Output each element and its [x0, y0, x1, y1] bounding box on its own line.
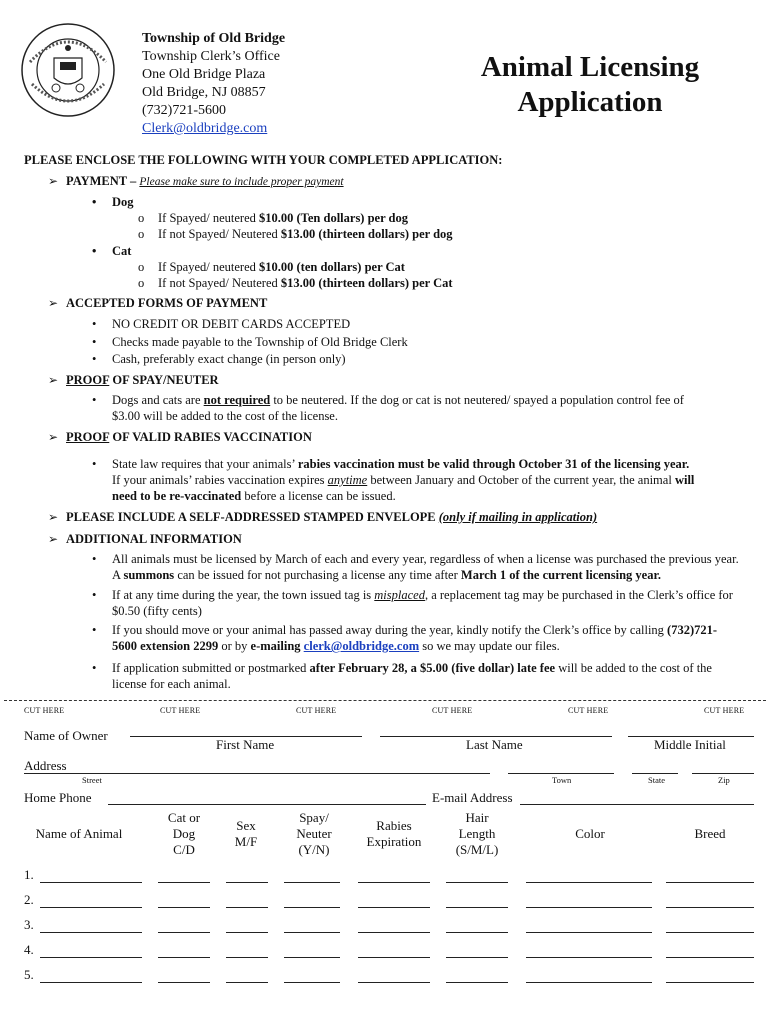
row-field-rabies[interactable]: [358, 982, 430, 983]
row-field-color[interactable]: [526, 882, 652, 883]
cut-here-label: CUT HERE: [704, 706, 745, 715]
first-name-caption: First Name: [216, 737, 275, 752]
owner-name-label: Name of Owner: [24, 728, 108, 743]
home-phone-label: Home Phone: [24, 790, 92, 805]
row-field-breed[interactable]: [666, 982, 754, 983]
application-title: [470, 50, 710, 120]
col-header-sex: Sex M/F: [234, 818, 258, 849]
arrow-bullet-icon: ➢: [48, 296, 59, 310]
town-caption: Town: [552, 775, 572, 785]
office-email-link[interactable]: Clerk@oldbridge.com: [142, 121, 268, 136]
col-header-hair: Hair Length (S/M/L): [455, 810, 499, 857]
additional-item-late-fee: • If application submitted or postmarked after February 28, a $5.00 (five dollar) late fee will be added to the cost of the license for each animal.: [112, 660, 752, 692]
dog-label: • Dog: [112, 194, 134, 210]
email-field[interactable]: [520, 804, 754, 805]
row-field-hair[interactable]: [446, 957, 508, 958]
row-field-hair[interactable]: [446, 907, 508, 908]
row-field-breed[interactable]: [666, 957, 754, 958]
home-phone-field[interactable]: [108, 804, 426, 805]
row-field-type[interactable]: [158, 907, 210, 908]
cut-here-label: CUT HERE: [160, 706, 201, 715]
row-field-breed[interactable]: [666, 907, 754, 908]
zip-caption: Zip: [718, 775, 730, 785]
row-field-rabies[interactable]: [358, 907, 430, 908]
row-field-sex[interactable]: [226, 932, 268, 933]
spay-heading: ➢ PROOF OF SPAY/NEUTER: [48, 373, 219, 387]
last-name-caption: Last Name: [466, 737, 523, 752]
payment-note: Please make sure to include proper payment: [139, 176, 344, 188]
col-header-rabies: Rabies Expiration: [366, 818, 422, 849]
row-field-spay[interactable]: [284, 907, 340, 908]
col-header-type: Cat or Dog C/D: [167, 810, 201, 857]
clerk-email-link[interactable]: clerk@oldbridge.com: [303, 639, 420, 653]
envelope-heading: ➢ PLEASE INCLUDE A SELF-ADDRESSED STAMPED ENVELOPE (only if mailing in application): [48, 510, 598, 524]
row-field-type[interactable]: [158, 932, 210, 933]
row-field-color[interactable]: [526, 907, 652, 908]
col-header-breed: Breed: [694, 826, 726, 841]
row-field-spay[interactable]: [284, 882, 340, 883]
street-field[interactable]: [24, 773, 490, 774]
row-number: 2.: [24, 892, 34, 907]
cut-here-label: CUT HERE: [296, 706, 337, 715]
arrow-bullet-icon: ➢: [48, 510, 59, 524]
row-number: 4.: [24, 942, 34, 957]
cut-here-label: CUT HERE: [24, 706, 65, 715]
rabies-heading: ➢ PROOF OF VALID RABIES VACCINATION: [48, 430, 312, 444]
town-field[interactable]: [508, 773, 614, 774]
state-field[interactable]: [632, 773, 678, 774]
row-field-sex[interactable]: [226, 882, 268, 883]
cut-here-label: CUT HERE: [568, 706, 609, 715]
row-field-animal-name[interactable]: [40, 932, 142, 933]
row-field-sex[interactable]: [226, 982, 268, 983]
office-name: Township of Old Bridge: [142, 31, 286, 46]
street-caption: Street: [82, 775, 102, 785]
arrow-bullet-icon: ➢: [48, 174, 59, 188]
accepted-heading: ➢ ACCEPTED FORMS OF PAYMENT: [48, 296, 268, 310]
cat-spayed-fee: o If Spayed/ neutered $10.00 (ten dollars) per Cat: [158, 259, 405, 275]
row-field-sex[interactable]: [226, 907, 268, 908]
additional-heading: ➢ ADDITIONAL INFORMATION: [48, 532, 242, 546]
additional-item-move: • If you should move or your animal has passed away during the year, kindly notify the Clerk’s office by calling (732)721- 5600 extension 2299 or by e-mailing clerk@oldbridge.com so we may update our files.: [112, 622, 752, 654]
accepted-item: • NO CREDIT OR DEBIT CARDS ACCEPTED: [112, 316, 350, 332]
township-seal-logo: [20, 22, 116, 118]
middle-initial-caption: Middle Initial: [654, 737, 726, 752]
enclose-heading: PLEASE ENCLOSE THE FOLLOWING WITH YOUR COMPLETED APPLICATION:: [24, 153, 503, 167]
row-number: 5.: [24, 967, 34, 982]
payment-heading-text: PAYMENT –: [66, 174, 137, 188]
office-address-block: [142, 30, 285, 138]
row-field-rabies[interactable]: [358, 957, 430, 958]
row-field-hair[interactable]: [446, 932, 508, 933]
office-phone: (732)721-5600: [142, 103, 226, 118]
office-dept: Township Clerk’s Office: [142, 49, 280, 64]
office-street: One Old Bridge Plaza: [142, 67, 266, 82]
cut-here-label: CUT HERE: [432, 706, 473, 715]
row-field-color[interactable]: [526, 982, 652, 983]
row-field-breed[interactable]: [666, 932, 754, 933]
col-header-animal-name: Name of Animal: [35, 826, 123, 841]
title-line-1: Animal Licensing: [480, 51, 700, 83]
state-caption: State: [648, 775, 665, 785]
row-field-type[interactable]: [158, 882, 210, 883]
address-label: Address: [24, 758, 67, 773]
row-field-hair[interactable]: [446, 882, 508, 883]
row-field-sex[interactable]: [226, 957, 268, 958]
row-field-hair[interactable]: [446, 982, 508, 983]
row-number: 3.: [24, 917, 34, 932]
cat-label: • Cat: [112, 243, 131, 259]
row-field-rabies[interactable]: [358, 882, 430, 883]
row-field-spay[interactable]: [284, 957, 340, 958]
spay-text: • Dogs and cats are not required to be neutered. If the dog or cat is not neutered/ spayed a population control fee of $3.00 will be added to the cost of the license.: [112, 392, 752, 424]
row-field-color[interactable]: [526, 957, 652, 958]
office-city: Old Bridge, NJ 08857: [142, 85, 266, 100]
row-field-animal-name[interactable]: [40, 982, 142, 983]
arrow-bullet-icon: ➢: [48, 430, 59, 444]
arrow-bullet-icon: ➢: [48, 373, 59, 387]
email-label: E-mail Address: [432, 790, 513, 805]
title-line-2: Application: [517, 86, 663, 118]
row-field-type[interactable]: [158, 957, 210, 958]
payment-heading: [48, 174, 344, 189]
additional-item-licensing: • All animals must be licensed by March of each and every year, regardless of when a license was purchased the previous year. A summons can be issued for not purchasing a license any time after March 1 of the current licensing year.: [112, 551, 762, 583]
rabies-text: • State law requires that your animals’ rabies vaccination must be valid through October 31 of the licensing year. If your animals’ rabies vaccination expires anytime between January and October of the current year, the animal will need to be re-vaccinated before a license can be issued.: [112, 456, 752, 504]
row-field-animal-name[interactable]: [40, 957, 142, 958]
accepted-item: • Cash, preferably exact change (in person only): [112, 351, 346, 367]
row-field-breed[interactable]: [666, 882, 754, 883]
row-field-spay[interactable]: [284, 982, 340, 983]
row-field-animal-name[interactable]: [40, 907, 142, 908]
row-field-rabies[interactable]: [358, 932, 430, 933]
row-number: 1.: [24, 867, 34, 882]
row-field-spay[interactable]: [284, 932, 340, 933]
row-field-animal-name[interactable]: [40, 882, 142, 883]
cat-not-spayed-fee: o If not Spayed/ Neutered $13.00 (thirteen dollars) per Cat: [158, 275, 453, 291]
arrow-bullet-icon: ➢: [48, 532, 59, 546]
row-field-type[interactable]: [158, 982, 210, 983]
dog-not-spayed-fee: o If not Spayed/ Neutered $13.00 (thirteen dollars) per dog: [158, 226, 453, 242]
dog-spayed-fee: o If Spayed/ neutered $10.00 (Ten dollars) per dog: [158, 210, 408, 226]
col-header-color: Color: [575, 826, 605, 841]
additional-item-tag: • If at any time during the year, the town issued tag is misplaced, a replacement tag may be purchased in the Clerk’s office for $0.50 (fifty cents): [112, 587, 752, 619]
col-header-spay: Spay/ Neuter (Y/N): [296, 810, 332, 857]
cut-line: [4, 700, 766, 701]
accepted-item: • Checks made payable to the Township of Old Bridge Clerk: [112, 334, 408, 350]
row-field-color[interactable]: [526, 932, 652, 933]
zip-field[interactable]: [692, 773, 754, 774]
